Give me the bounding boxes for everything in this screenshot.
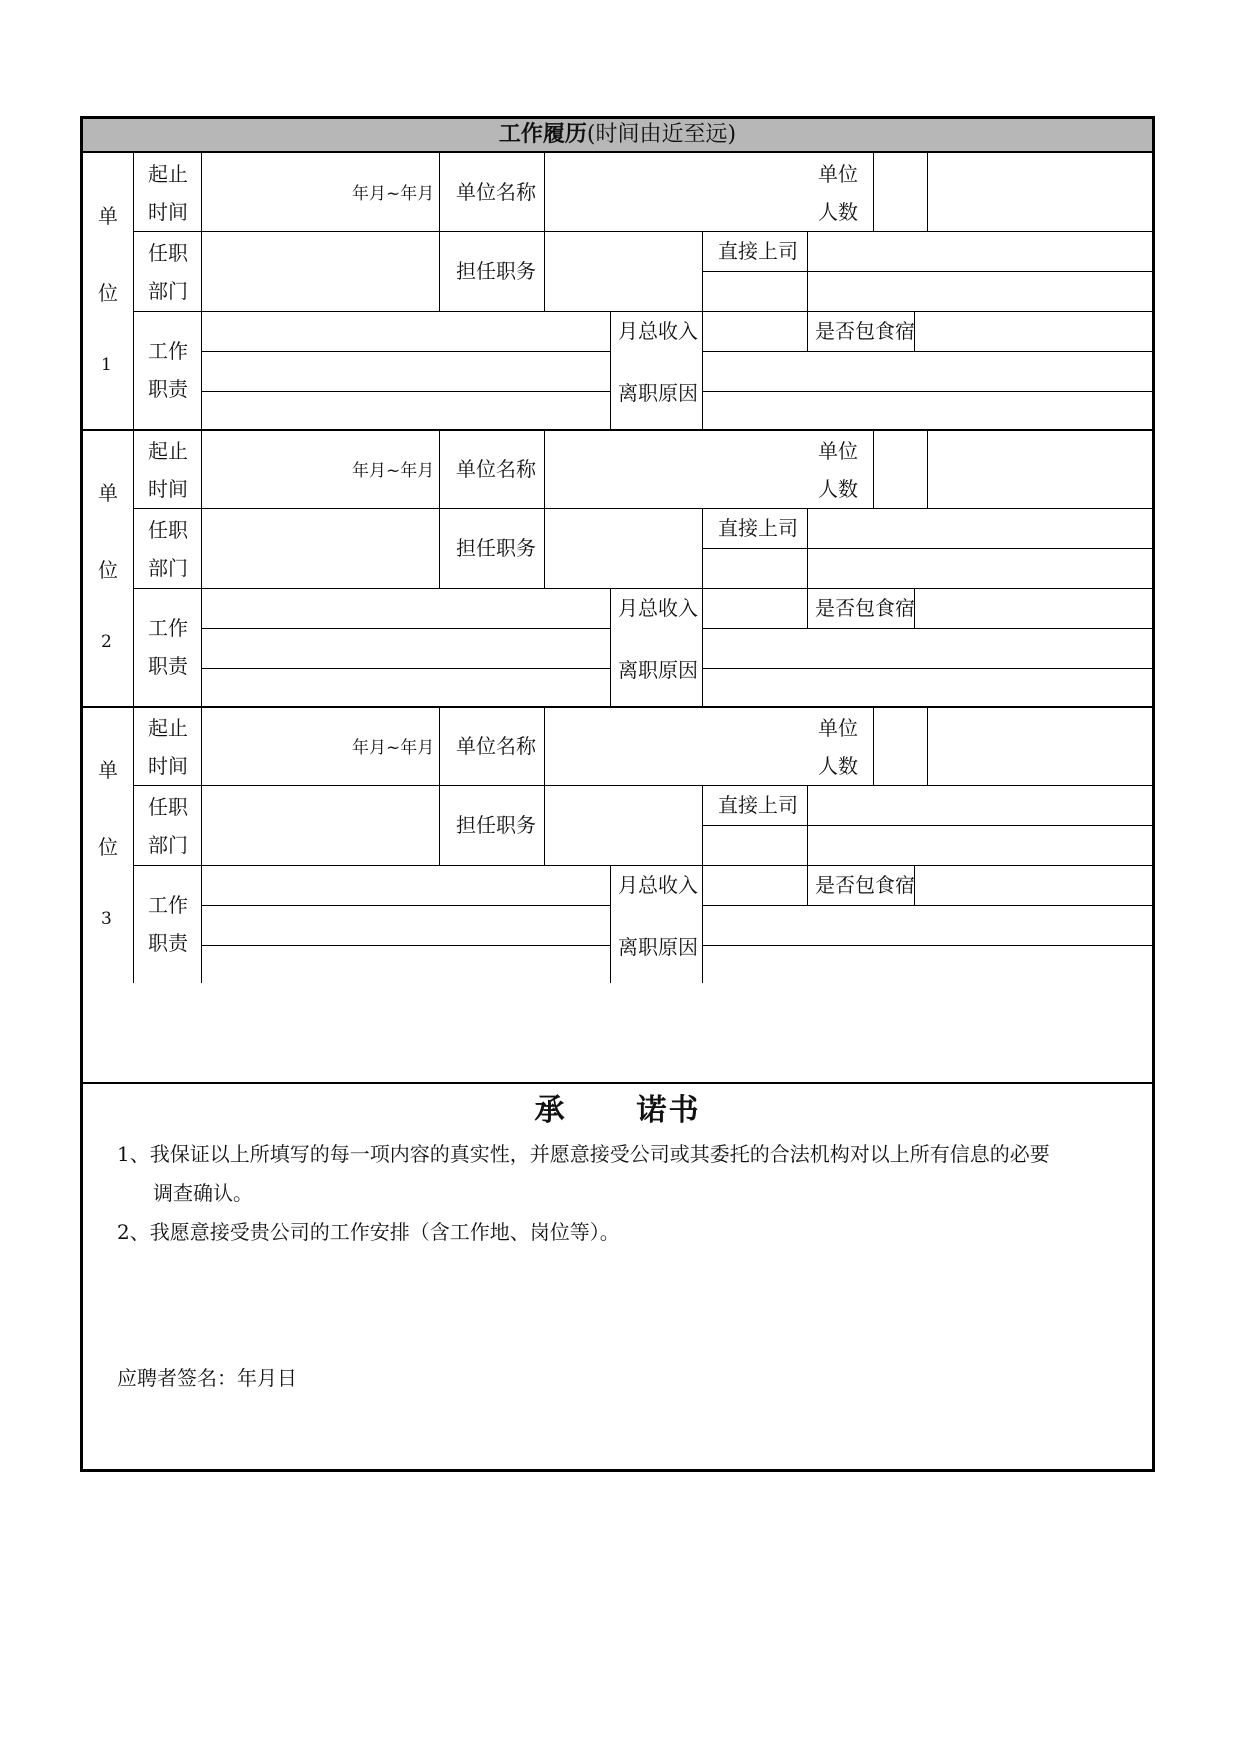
unit-1-start-end-label-2: 时间 <box>148 200 188 224</box>
unit-1-company-name-field[interactable] <box>612 154 872 229</box>
unit-2-row-2 <box>133 508 1152 509</box>
unit-1-company-name-label: 单位名称 <box>456 180 536 204</box>
unit-1-period-hint: 年月~年月 <box>352 184 435 204</box>
unit-1-leave-reason-field-1[interactable] <box>704 353 1151 391</box>
unit-2-leave-reason-field-1[interactable] <box>704 630 1151 668</box>
unit-1-unit-char-2: 位 <box>98 281 118 305</box>
unit-1-duties-label-2: 职责 <box>148 377 188 401</box>
unit-1-col-income-left <box>610 311 611 429</box>
unit-1-board-lodging-field[interactable] <box>916 313 1151 351</box>
unit-3-board-lodging-label: 是否包食宿 <box>815 873 915 897</box>
unit-3-col-1 <box>133 706 134 983</box>
unit-3-company-size-label-2: 人数 <box>818 754 858 778</box>
unit-2-department-label-2: 部门 <box>148 556 188 580</box>
unit-2-col-2 <box>201 429 202 706</box>
promise-item-1-cont: 调查确认。 <box>153 1181 253 1205</box>
unit-2-company-name-field[interactable] <box>612 431 872 506</box>
unit-2-company-size-label-1: 单位 <box>818 439 858 463</box>
unit-2-col-income-right <box>702 588 703 706</box>
unit-2-supervisor-label: 直接上司 <box>718 516 798 540</box>
unit-1-period-field[interactable] <box>203 154 428 229</box>
promise-divider <box>83 1082 1152 1084</box>
unit-3-start-end-label-2: 时间 <box>148 754 188 778</box>
unit-3-supervisor-extra-field[interactable] <box>809 827 1084 865</box>
unit-3-duties-label-1: 工作 <box>148 893 188 917</box>
unit-3-row-duty-2 <box>201 945 610 946</box>
unit-3-row-supervisor-split <box>702 825 1152 826</box>
unit-2-period-hint: 年月~年月 <box>352 461 435 481</box>
unit-2-company-size-label-2: 人数 <box>818 477 858 501</box>
unit-3-company-name-label: 单位名称 <box>456 734 536 758</box>
unit-3-period-field[interactable] <box>203 708 428 783</box>
unit-3-company-name-field[interactable] <box>612 708 872 783</box>
unit-2-period-field[interactable] <box>203 431 428 506</box>
unit-3-duties-field-3[interactable] <box>203 947 608 983</box>
unit-1-row-supervisor-split <box>702 271 1152 272</box>
unit-1-row-reason-split <box>702 391 1152 392</box>
unit-1-department-label-2: 部门 <box>148 279 188 303</box>
promise-title <box>83 1085 1152 1129</box>
unit-1-row-duty-1 <box>201 351 610 352</box>
unit-1-col-2 <box>201 152 202 429</box>
unit-1-col-size-label <box>873 152 874 231</box>
unit-1-company-size-label-2: 人数 <box>818 200 858 224</box>
unit-1-col-size-value <box>927 152 928 231</box>
unit-2-company-size-field[interactable] <box>929 431 1149 506</box>
unit-2-col-size-value <box>927 429 928 508</box>
work-history-header <box>83 119 1152 153</box>
unit-2-row-reason-split <box>702 668 1152 669</box>
unit-2-monthly-income-field[interactable] <box>704 590 807 628</box>
unit-1-start-end-label-1: 起止 <box>148 162 188 186</box>
unit-1-supervisor-extra-field[interactable] <box>809 273 1084 311</box>
promise-item-2: 2、我愿意接受贵公司的工作安排（含工作地、岗位等）。 <box>117 1220 620 1244</box>
unit-2-duties-field-2[interactable] <box>203 630 608 668</box>
unit-3-department-label-2: 部门 <box>148 833 188 857</box>
unit-2-col-income-left <box>610 588 611 706</box>
unit-2-position-label: 担任职务 <box>456 536 536 560</box>
unit-2-leave-reason-field-2[interactable] <box>704 670 1151 706</box>
unit-1-supervisor-field[interactable] <box>809 233 1084 271</box>
unit-2-start-end-label-2: 时间 <box>148 477 188 501</box>
unit-2-duties-label-1: 工作 <box>148 616 188 640</box>
unit-1-board-lodging-label: 是否包食宿 <box>815 319 915 343</box>
unit-1-col-lodging-left <box>807 311 808 351</box>
unit-3-col-2 <box>201 706 202 983</box>
signature-line: 应聘者签名：年月日 <box>117 1366 297 1390</box>
unit-2-row-duty-1 <box>201 628 610 629</box>
unit-2-start-end-label-1: 起止 <box>148 439 188 463</box>
unit-3-position-label: 担任职务 <box>456 813 536 837</box>
unit-2-col-lodging-left <box>807 588 808 628</box>
unit-2-leave-reason-label: 离职原因 <box>618 658 698 682</box>
unit-2-monthly-income-label: 月总收入 <box>618 596 698 620</box>
unit-1-row-2 <box>133 231 1152 232</box>
unit-3-company-size-label-1: 单位 <box>818 716 858 740</box>
unit-2-board-lodging-label: 是否包食宿 <box>815 596 915 620</box>
unit-3-company-size-field[interactable] <box>929 708 1149 783</box>
unit-3-duties-label-2: 职责 <box>148 931 188 955</box>
unit-2-col-1 <box>133 429 134 706</box>
unit-1-leave-reason-label: 离职原因 <box>618 381 698 405</box>
unit-1-leave-reason-field-2[interactable] <box>704 393 1151 429</box>
unit-1-supervisor-label: 直接上司 <box>718 239 798 263</box>
unit-2-duties-label-2: 职责 <box>148 654 188 678</box>
unit-3-board-lodging-field[interactable] <box>916 867 1151 905</box>
unit-2-position-field[interactable] <box>612 510 700 585</box>
unit-3-monthly-income-field[interactable] <box>704 867 807 905</box>
unit-1-position-label: 担任职务 <box>456 259 536 283</box>
unit-2-duties-field-1[interactable] <box>203 590 608 628</box>
resume-form <box>80 116 1155 1472</box>
unit-1-duties-field-1[interactable] <box>203 313 608 351</box>
unit-1-row-income-bottom <box>702 351 1152 352</box>
unit-2-department-label-1: 任职 <box>148 518 188 542</box>
unit-3-supervisor-field[interactable] <box>809 787 1084 825</box>
unit-1-unit-char-1: 单 <box>98 204 118 228</box>
unit-1-col-1 <box>133 152 134 429</box>
work-history-title: 工作履历 <box>498 122 587 147</box>
promise-item-1: 1、我保证以上所填写的每一项内容的真实性，并愿意接受公司或其委托的合法机构对以上所有信息的必要 <box>117 1142 1050 1166</box>
unit-3-unit-char-2: 位 <box>98 835 118 859</box>
unit-2-duties-field-3[interactable] <box>203 670 608 706</box>
unit-2-board-lodging-field[interactable] <box>916 590 1151 628</box>
unit-3-duties-field-2[interactable] <box>203 907 608 945</box>
unit-2-unit-char-2: 位 <box>98 558 118 582</box>
unit-3-department-label-1: 任职 <box>148 795 188 819</box>
work-history-subtitle: (时间由近至远) <box>586 122 737 147</box>
unit-2-company-name-label: 单位名称 <box>456 457 536 481</box>
unit-1-department-field[interactable] <box>203 233 439 308</box>
unit-3-period-hint: 年月~年月 <box>352 738 435 758</box>
unit-3-col-size-value <box>927 706 928 785</box>
unit-3-supervisor-label: 直接上司 <box>718 793 798 817</box>
unit-3-position-field[interactable] <box>612 787 700 862</box>
unit-1-duties-field-3[interactable] <box>203 393 608 429</box>
unit-1-monthly-income-label: 月总收入 <box>618 319 698 343</box>
unit-2-row-supervisor-split <box>702 548 1152 549</box>
unit-1-company-size-label-1: 单位 <box>818 162 858 186</box>
unit-1-department-label-1: 任职 <box>148 241 188 265</box>
unit-2-department-field[interactable] <box>203 510 439 585</box>
unit-3-col-income-left <box>610 865 611 983</box>
unit-1-unit-number: 1 <box>101 355 112 375</box>
unit-1-col-income-right <box>702 311 703 429</box>
unit-3-leave-reason-field-1[interactable] <box>704 907 1151 945</box>
unit-2-row-income-bottom <box>702 628 1152 629</box>
unit-1-company-size-field[interactable] <box>929 154 1149 229</box>
unit-2-supervisor-extra-field[interactable] <box>809 550 1084 588</box>
unit-1-row-duty-2 <box>201 391 610 392</box>
unit-3-leave-reason-label: 离职原因 <box>618 935 698 959</box>
unit-3-unit-char-1: 单 <box>98 758 118 782</box>
unit-1-row-3 <box>133 311 1152 312</box>
unit-2-col-size-label <box>873 429 874 508</box>
unit-3-row-3 <box>133 865 1152 866</box>
unit-3-col-income-right <box>702 865 703 983</box>
unit-3-row-2 <box>133 785 1152 786</box>
unit-3-row-income-bottom <box>702 905 1152 906</box>
unit-3-start-end-label-1: 起止 <box>148 716 188 740</box>
promise-title-left: 承 <box>534 1093 567 1128</box>
promise-title-right: 诺书 <box>636 1093 701 1128</box>
unit-3-row-duty-1 <box>201 905 610 906</box>
unit-3-leave-reason-field-2[interactable] <box>704 947 1151 983</box>
unit-3-duties-field-1[interactable] <box>203 867 608 905</box>
unit-3-col-size-label <box>873 706 874 785</box>
unit-3-department-field[interactable] <box>203 787 439 862</box>
unit-1-duties-field-2[interactable] <box>203 353 608 391</box>
unit-2-row-3 <box>133 588 1152 589</box>
unit-1-position-field[interactable] <box>612 233 700 308</box>
unit-3-col-lodging-left <box>807 865 808 905</box>
unit-2-unit-char-1: 单 <box>98 481 118 505</box>
unit-2-row-duty-2 <box>201 668 610 669</box>
unit-3-unit-number: 3 <box>101 909 112 929</box>
unit-1-duties-label-1: 工作 <box>148 339 188 363</box>
unit-2-unit-number: 2 <box>101 632 112 652</box>
unit-2-supervisor-field[interactable] <box>809 510 1084 548</box>
unit-1-monthly-income-field[interactable] <box>704 313 807 351</box>
unit-3-monthly-income-label: 月总收入 <box>618 873 698 897</box>
unit-3-row-reason-split <box>702 945 1152 946</box>
